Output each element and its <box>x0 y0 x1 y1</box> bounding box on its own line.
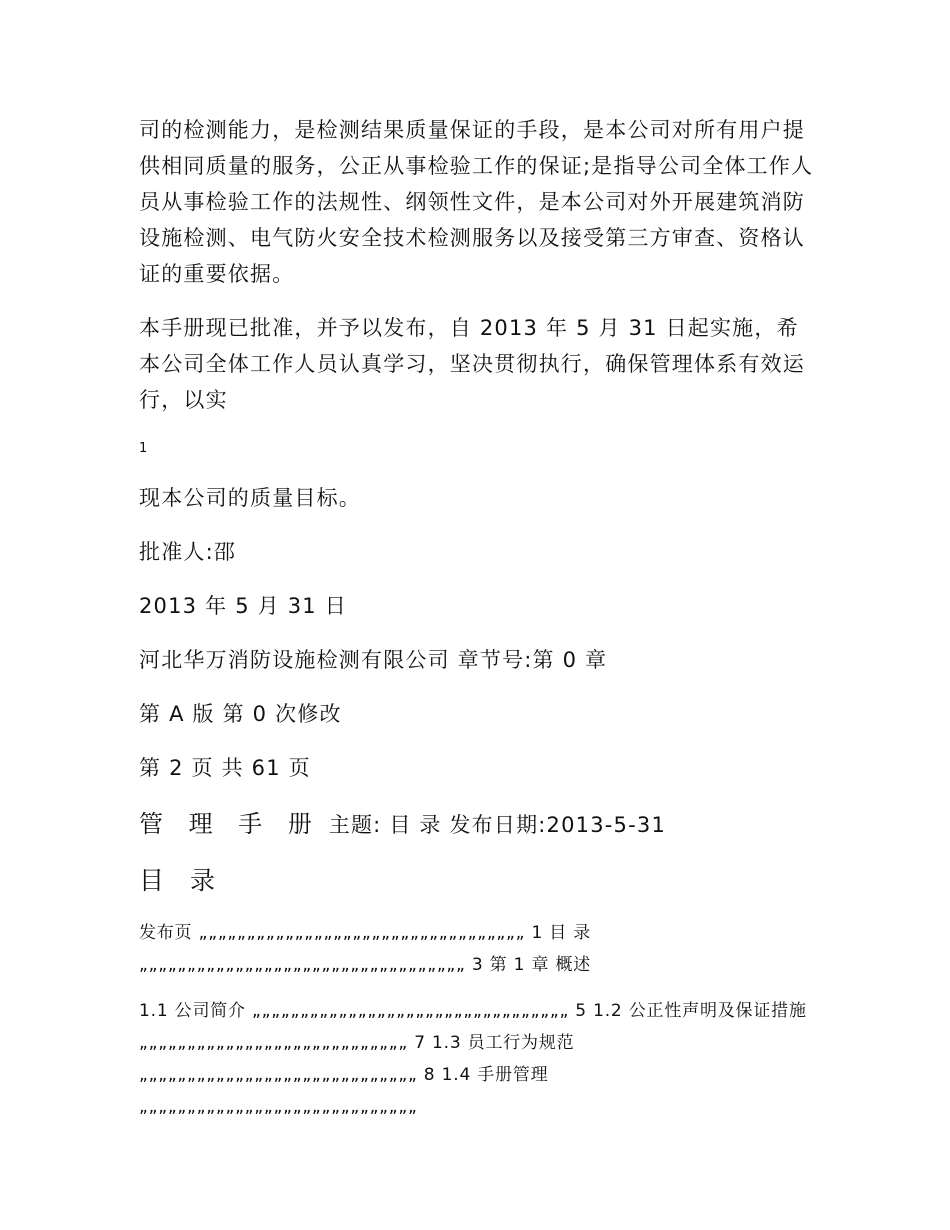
approver-line: 批准人:邵 <box>139 540 237 564</box>
company-chapter-line: 河北华万消防设施检测有限公司 章节号:第 0 章 <box>139 648 608 672</box>
toc-block-1: 发布页 „„„„„„„„„„„„„„„„„„„„„„„„„„„„„„„„„„ 1 目 录 „„„„„„„„„„„„„„„„„„„„„„„„„„„„„„„„„„ 3 第 1 章 概述 <box>139 923 598 975</box>
page-count-line: 第 2 页 共 61 页 <box>139 756 311 780</box>
manual-header <box>139 804 819 847</box>
manual-subject-date: 主题: 目 录 发布日期:2013-5-31 <box>320 813 667 837</box>
body-paragraph-3: 现本公司的质量目标。 <box>139 486 361 510</box>
manual-title: 管 理 手 册 <box>139 810 321 838</box>
toc-heading: 目 录 <box>139 866 224 895</box>
toc-block-2: 1.1 公司简介 „„„„„„„„„„„„„„„„„„„„„„„„„„„„„„„„„ 5 1.2 公正性声明及保证措施„„„„„„„„„„„„„„„„„„„„„„„„„„„„ 7 1.3 员工行为规范„„„„„„„„„„„„„„„„„„„„„„„„„„„„„ 8 1.4 手册管理 „„„„„„„„„„„„„„„„„„„„„„„„„„„„„ <box>139 1001 807 1117</box>
document-page <box>139 112 819 1123</box>
body-paragraph-1: 司的检测能力，是检测结果质量保证的手段，是本公司对所有用户提供相同质量的服务，公正从事检验工作的保证;是指导公司全体工作人员从事检验工作的法规性、纲领性文件，是本公司对外开展建筑消防设施检测、电气防火安全技术检测服务以及接受第三方审查、资格认证的重要依据。 <box>139 118 814 286</box>
version-line: 第 A 版 第 0 次修改 <box>139 702 342 726</box>
body-paragraph-2: 本手册现已批准，并予以发布，自 2013 年 5 月 31 日起实施，希本公司全体工作人员认真学习，坚决贯彻执行，确保管理体系有效运行，以实 <box>139 316 805 412</box>
page-number: 1 <box>139 441 148 456</box>
date-line: 2013 年 5 月 31 日 <box>139 594 347 618</box>
